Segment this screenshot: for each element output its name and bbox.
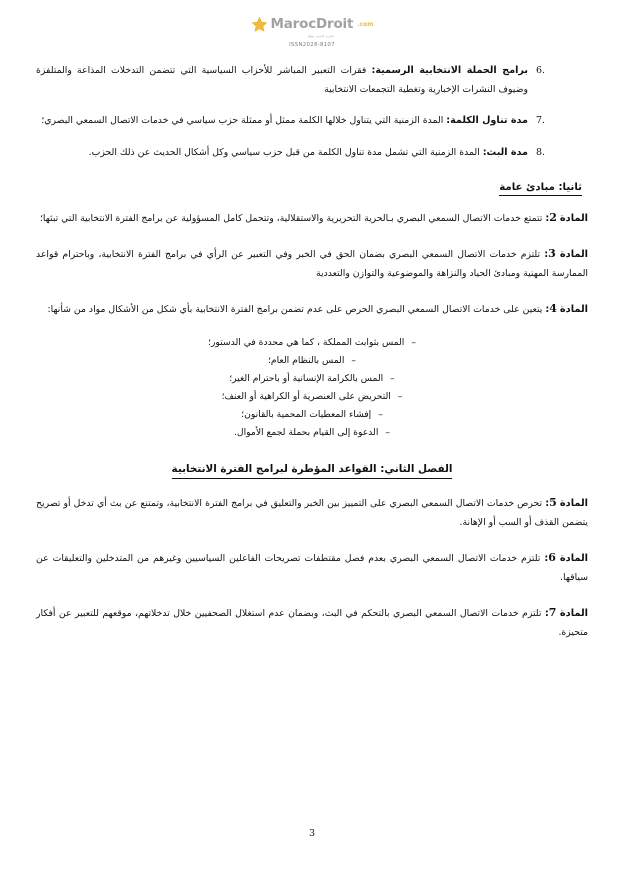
article-label: المادة [559,553,588,565]
list-item-text: المس بالكرامة الإنسانية أو باحترام الغير؛ [229,372,384,384]
article-paragraph [36,602,588,643]
section-heading-text: ثانيا: مبادئ عامة [499,182,582,196]
star-icon [251,16,268,33]
list-item-text: إفشاء المعطيات المحمية بالقانون؛ [241,408,372,420]
article-colon: : [545,213,550,225]
list-item [36,62,588,99]
dash-marker: – [397,390,403,402]
logo-wordmark: MarocDroit [270,15,354,32]
article-paragraph [36,243,588,284]
article-number: 3 [548,247,556,261]
article-paragraph [36,298,588,320]
list-item-text: التحريض على العنصرية أو الكراهية أو العنف؛ [221,390,391,402]
list-item [36,112,588,131]
chapter-heading [36,457,588,476]
list-item-number: 6. [536,65,546,76]
list-item-body [36,112,528,131]
definition-term: مدة البث: [482,146,528,158]
document-content [0,62,624,642]
chapter-heading-text: الفصل الثاني: القواعد المؤطرة لبرامج الفترة الانتخابية [172,463,453,479]
definition-term: مدة تناول الكلمة: [446,114,528,126]
page-number: 3 [308,828,316,839]
article-colon: : [544,607,549,619]
page-header [0,0,624,48]
article-label: المادة [559,607,588,619]
article-number: 7 [548,605,557,619]
article-text: تتمتع خدمات الاتصال السمعي البصري بـالحرية التحريرية والاستقلالية، وتتحمل كامل المسؤولية عن برامج الفترة الانتخابية التي تبثها؛ [39,213,546,225]
dash-marker: – [351,354,356,366]
article-number: 2 [549,211,557,225]
article-number: 5 [549,496,557,510]
article-paragraph [36,207,588,229]
list-item-text: المس بثوابت المملكة ، كما هي محددة في الدستور؛ [208,336,405,348]
article-label: المادة [559,249,588,261]
list-item-number: 8. [536,146,546,158]
list-item [36,144,588,163]
article-number: 6 [548,551,556,565]
article-paragraph [36,492,588,533]
list-item [36,334,588,352]
logo-subtitle: مغربي قانوني موقع [308,34,334,38]
list-item-text: الدعوة إلى القيام بحملة لجمع الأموال. [234,426,379,438]
logo-tld: .com [357,21,374,28]
definition-text: المدة الزمنية التي تشمل مدة تناول الكلمة من قبل حزب سياسي وكل أشكال الحديث عن ذلك الحزب. [88,146,483,158]
dash-marker: – [390,372,395,384]
issn-text: ISSN2028-8107 [289,42,335,48]
list-item-body [36,62,528,99]
article-text: تلتزم خدمات الاتصال السمعي البصري بضمان الحق في الخبر وفي التعبير عن الرأي في برامج الفترة الانتخابية، وباحترام قواعد الممارسة المهنية ومبادئ الحياد والنزاهة والموضوعية والتوازن والتعددية [36,249,588,280]
prohibitions-list [36,334,588,442]
article-label: المادة [559,213,588,225]
definition-term: برامج الحملة الانتخابية الرسمية: [371,65,528,76]
list-item [36,388,588,406]
article-number: 4 [549,301,557,315]
section-heading [36,182,588,193]
article-colon: : [544,249,549,261]
dash-marker: – [378,408,383,420]
list-item-body [36,144,528,163]
article-text: تلتزم خدمات الاتصال السمعي البصري بالتحكم في البث، وبضمان عدم استغلال الصحفيين خلال تدخلاتهم، موقعهم للتعبير عن أفكار متحيزة. [36,607,588,638]
article-label: المادة [559,303,588,315]
article-colon: : [544,553,549,565]
article-text: يتعين على خدمات الاتصال السمعي البصري الحرص على عدم تضمن برامج الفترة الانتخابية بأي شكل من الأشكال مواد من شأنها: [47,303,546,315]
dash-marker: – [385,426,390,438]
article-text: تلتزم خدمات الاتصال السمعي البصري بعدم فصل مقتطفات تصريحات الفاعلين السياسيين وغيرهم من المتدخلين والتعليقات عن سياقها. [36,553,588,584]
article-colon: : [545,498,550,510]
definition-text: فقرات التعبير المباشر للأحزاب السياسية التي تتضمن التدخلات المذاعة والمتلفزة وضيوف النشرات الإخبارية وتغطية التجمعات الانتخابية [36,65,528,95]
article-text: تحرص خدمات الاتصال السمعي البصري على التمييز بين الخبر والتعليق في برامج الفترة الانتخابية، وتمتنع عن بث أي تدخل أو تصريح يتضمن القذف أو السب أو الإهانة. [36,498,588,529]
article-paragraph [36,547,588,588]
list-item [36,406,588,424]
list-item-number: 7. [536,114,546,126]
article-colon: : [545,303,550,315]
dash-marker: – [411,336,416,348]
marocdroit-logo [251,16,374,33]
definition-text: المدة الزمنية التي يتناول خلالها الكلمة ممثل أو ممثلة حزب سياسي في خدمات الاتصال السمعي البصري؛ [41,114,447,126]
list-item [36,370,588,388]
list-item [36,352,588,370]
list-item [36,424,588,442]
list-item-text: المس بالنظام العام؛ [268,354,345,366]
article-label: المادة [559,498,588,510]
